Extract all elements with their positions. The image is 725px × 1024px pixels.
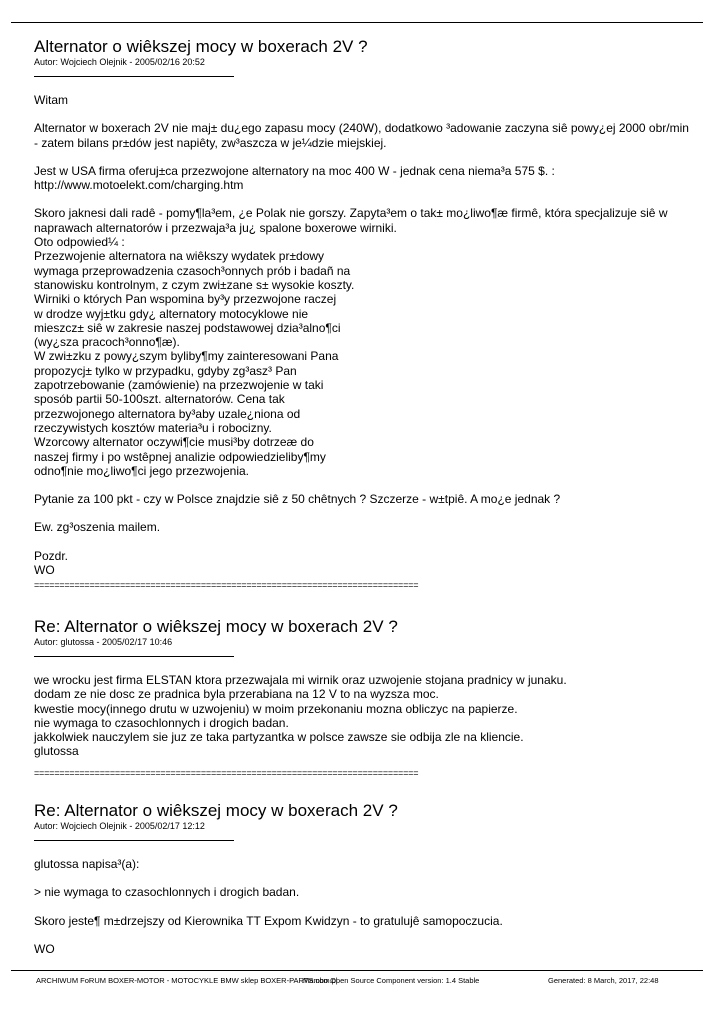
post-paragraph: glutossa napisa³(a): bbox=[34, 857, 140, 871]
post-paragraph: Ew. zg³oszenia mailem. bbox=[34, 520, 161, 535]
post-paragraph: Jest w USA firma oferuj±ca przezwojone alternatory na moc 400 W - jednak cena niema³a 575 $. : http://www.motoelekt.com/charging.htm bbox=[34, 163, 555, 193]
post-meta: Autor: glutossa - 2005/02/17 10:46 bbox=[34, 637, 173, 647]
footer-rule bbox=[11, 970, 703, 971]
post-meta: Autor: Wojciech Olejnik - 2005/02/17 12:12 bbox=[34, 821, 205, 831]
short-rule bbox=[34, 656, 234, 657]
post-paragraph: WO bbox=[34, 941, 55, 956]
post-separator: ============================================================================ bbox=[34, 580, 419, 591]
footer-right: Generated: 8 March, 2017, 22:48 bbox=[548, 976, 659, 985]
footer-center: Mambo Open Source Component version: 1.4 Stable bbox=[303, 976, 480, 985]
post-paragraph: > nie wymaga to czasochlonnych i drogich badan. bbox=[34, 885, 300, 900]
post-paragraph: Pytanie za 100 pkt - czy w Polsce znajdzie siê z 50 chêtnych ? Szczerze - w±tpiê. A mo¿e jednak ? bbox=[34, 492, 561, 507]
post-paragraph: Skoro jaknesi dali radê - pomy¶la³em, ¿e Polak nie gorszy. Zapyta³em o tak± mo¿liwo¶æ firmê, która specjalizuje siê w naprawach alternatorów i przezwaja³a ju¿ spalone boxerowe wirniki. Oto odpowied¼ : Przezwojenie alternatora na wiêkszy wydatek pr±dowy wymaga przeprowadzenia czasoch³onnych prób i badañ na stanowisku kontrolnym, z czym zwi±zane s± wysokie koszty. Wirniki o których Pan wspomina by³y przezwojone raczej w drodze wyj±tku gdy¿ alternatory motocyklowe nie mieszcz± siê w zakresie naszej podstawowej dzia³alno¶ci (wy¿sza pracoch³onno¶æ). W zwi±zku z powy¿szym byliby¶my zainteresowani Pana propozycj± tylko w przypadku, gdyby zg³asz³ Pan zapotrzebowanie (zamówienie) na przezwojenie w taki sposób partii 50-100szt. alternatorów. Cena tak przezwojonego alternatora by³aby uzale¿niona od rzeczywistych kosztów materia³u i robocizny. Wzorcowy alternator oczywi¶cie musi³by dotrzeæ do naszej firmy i po wstêpnej analizie odpowiedzieliby¶my odno¶nie mo¿liwo¶ci jego przezwojenia. bbox=[34, 206, 668, 478]
post-1 bbox=[34, 37, 694, 590]
post-title: Alternator o wiêkszej mocy w boxerach 2V ? bbox=[34, 37, 368, 56]
short-rule bbox=[34, 76, 234, 77]
footer-left: ARCHIWUM FoRUM BOXER-MOTOR - MOTOCYKLE BMW sklep BOXER-PARTS.com.pl bbox=[36, 976, 338, 985]
post-meta: Autor: Wojciech Olejnik - 2005/02/16 20:52 bbox=[34, 57, 205, 67]
post-3 bbox=[34, 801, 694, 956]
top-rule bbox=[11, 22, 703, 23]
post-paragraph: we wrocku jest firma ELSTAN ktora przezwajala mi wirnik oraz uzwojenie stojana pradnicy w junaku. dodam ze nie dosc ze pradnica byla przerabiana na 12 V to na wyzsza moc. kwestie mocy(innego drutu w uzwojeniu) w moim przekonaniu mozna obliczyc na papierze. nie wymaga to czasochlonnych i drogich badan. jakkolwiek nauczylem sie juz ze taka partyzantka w polsce zawsze sie odbija zle na kliencie. glutossa bbox=[34, 673, 567, 759]
post-paragraph: Pozdr. WO bbox=[34, 548, 69, 578]
post-paragraph: Witam bbox=[34, 93, 68, 107]
post-paragraph: Alternator w boxerach 2V nie maj± du¿ego zapasu mocy (240W), dodatkowo ³adowanie zaczyna siê powy¿ej 2000 obr/min - zatem bilans pr±dów jest napiêty, zw³aszcza w je¼dzie miejskiej. bbox=[34, 121, 689, 150]
post-separator: ============================================================================ bbox=[34, 767, 419, 778]
post-title: Re: Alternator o wiêkszej mocy w boxerach 2V ? bbox=[34, 801, 398, 820]
post-2 bbox=[34, 617, 694, 778]
post-paragraph: Skoro jeste¶ m±drzejszy od Kierownika TT Expom Kwidzyn - to gratulujê samopoczucia. bbox=[34, 913, 503, 928]
post-title: Re: Alternator o wiêkszej mocy w boxerach 2V ? bbox=[34, 617, 398, 636]
short-rule bbox=[34, 840, 234, 841]
